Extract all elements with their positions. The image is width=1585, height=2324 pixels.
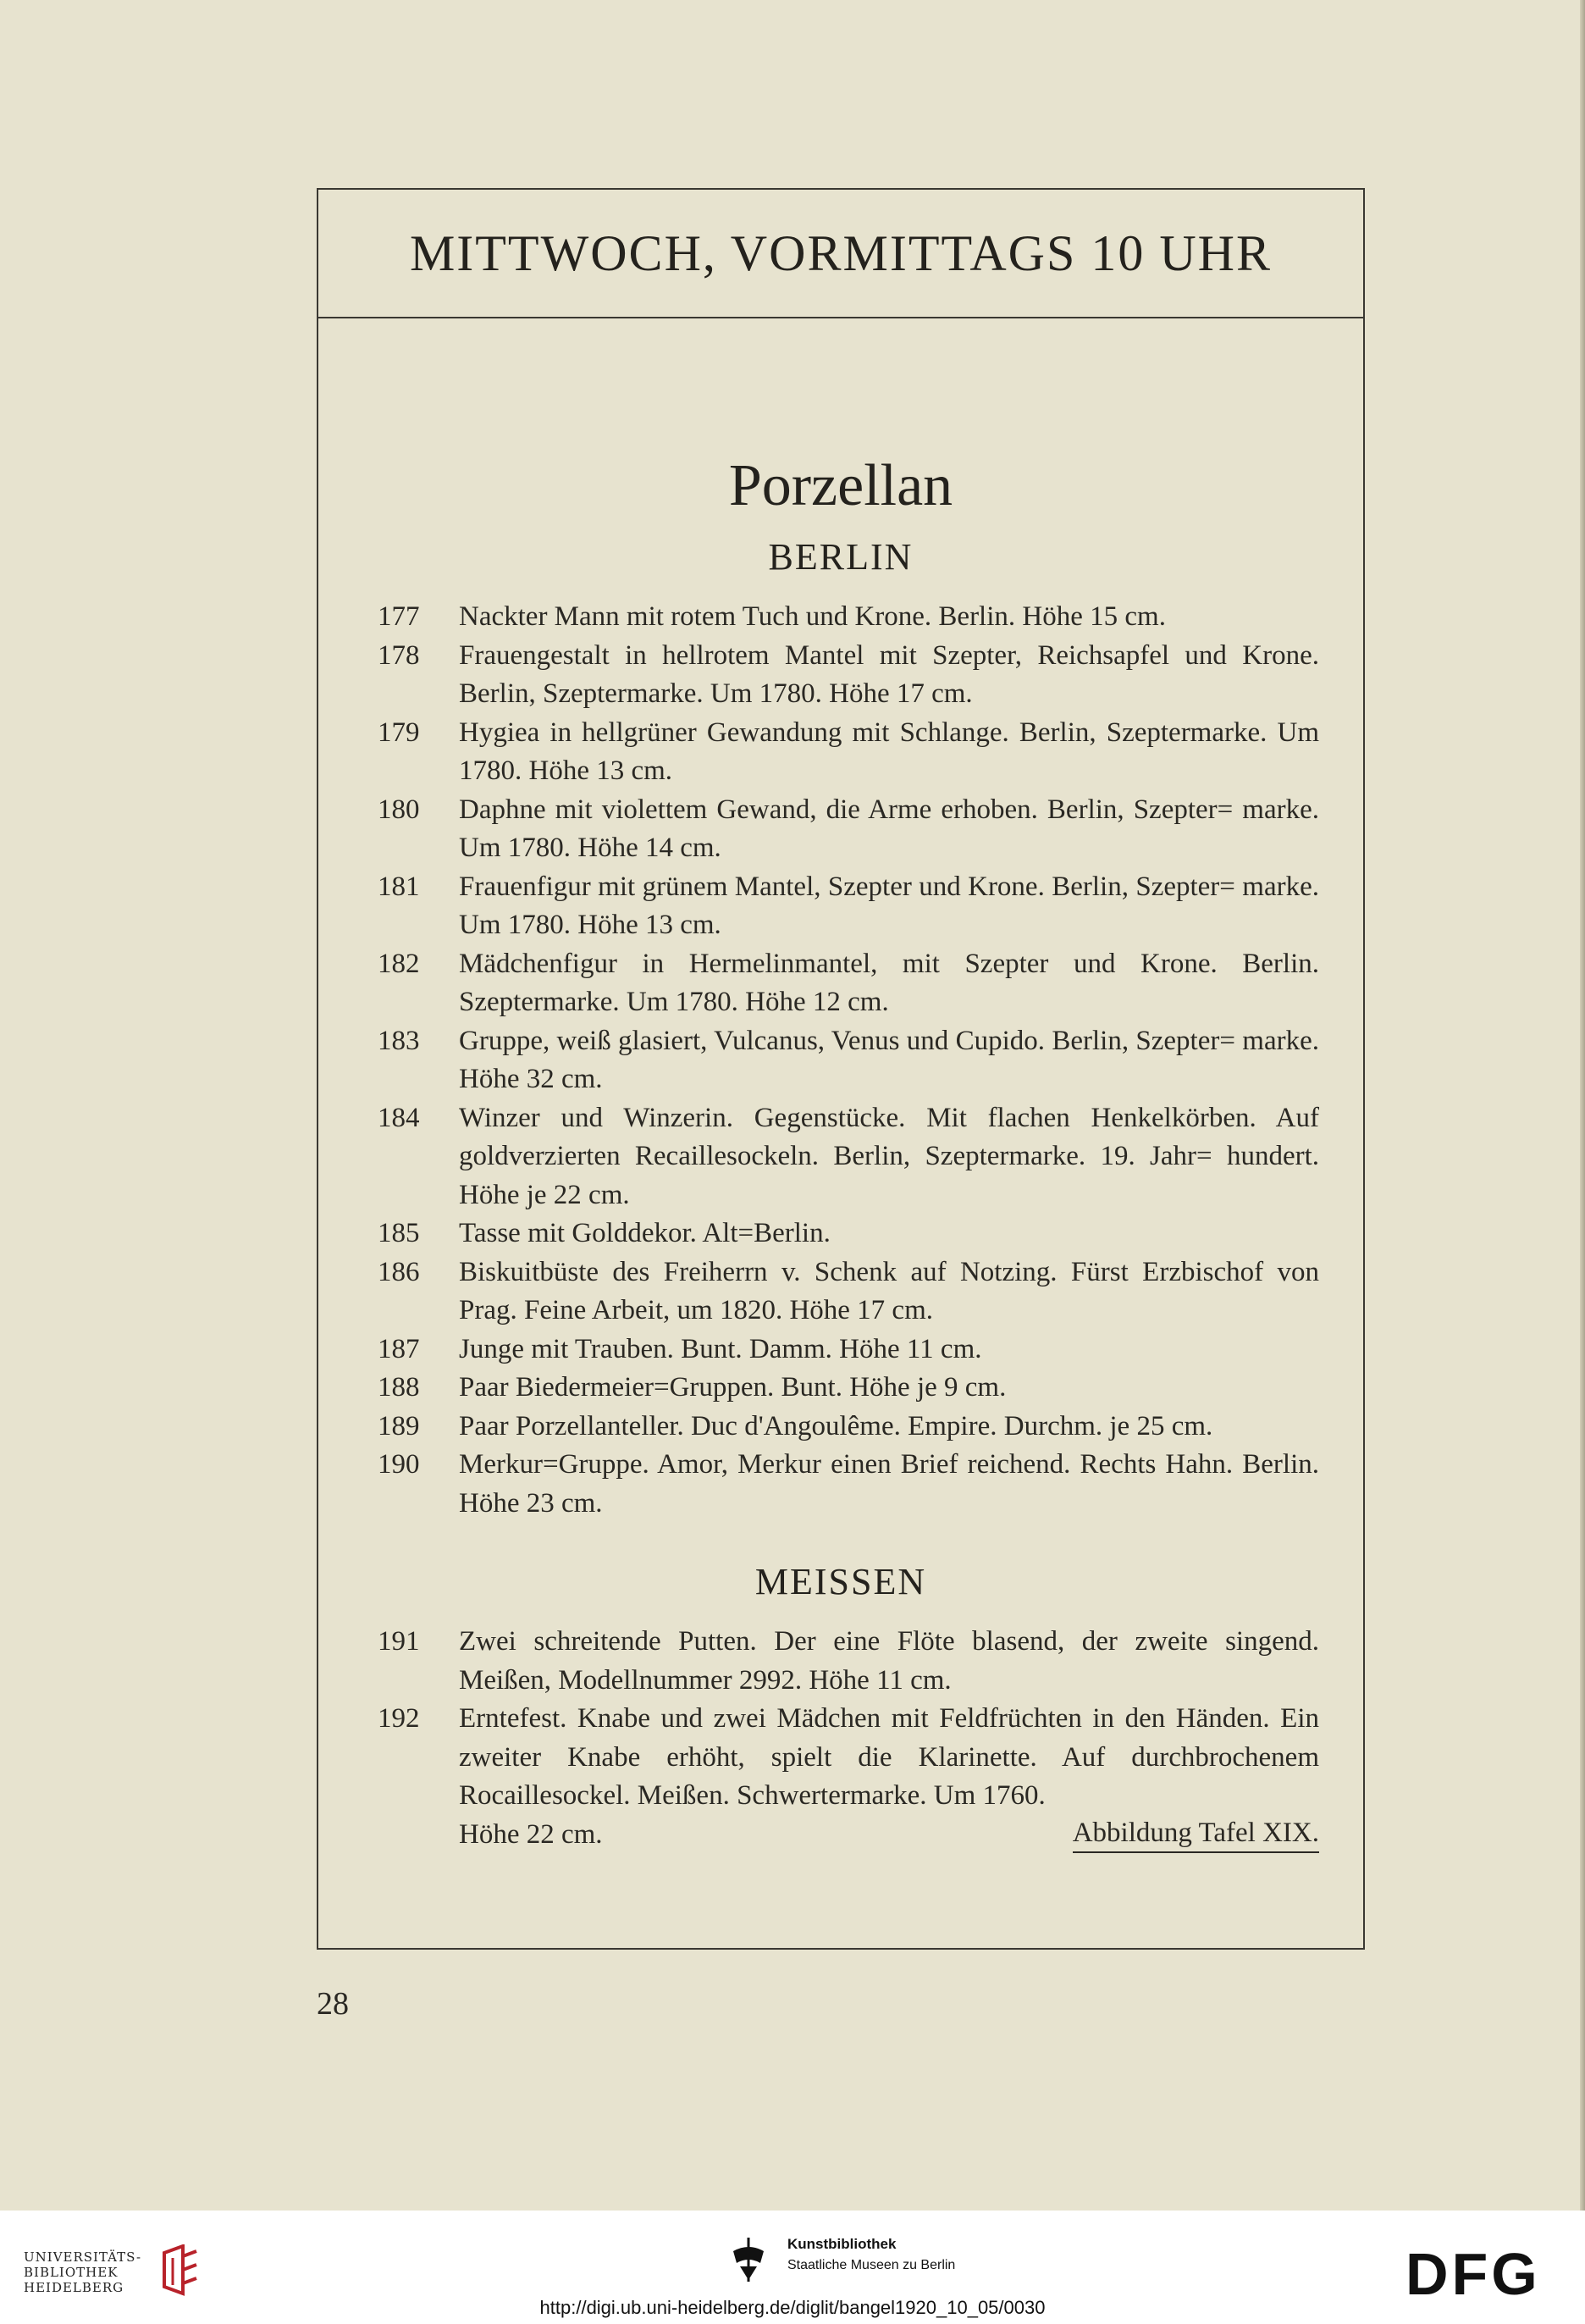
catalog-entry	[378, 1022, 1319, 1099]
catalog-entry	[378, 1215, 1319, 1253]
lot-description: Mädchenfigur in Hermelinmantel, mit Szepter und Krone. Berlin. Szeptermarke. Um 1780. Höhe 12 cm.	[459, 948, 1319, 1017]
lot-description: Hygiea in hellgrüner Gewandung mit Schlange. Berlin, Szeptermarke. Um 1780. Höhe 13 cm.	[459, 717, 1319, 786]
lot-description: Junge mit Trauben. Bunt. Damm. Höhe 11 cm.	[459, 1333, 982, 1364]
lot-description: Paar Biedermeier=Gruppen. Bunt. Höhe je 9 cm.	[459, 1372, 1007, 1403]
lot-description: Merkur=Gruppe. Amor, Merkur einen Brief reichend. Rechts Hahn. Berlin. Höhe 23 cm.	[459, 1449, 1319, 1519]
lot-number: 180	[378, 794, 420, 825]
ub-line-2: BIBLIOTHEK	[24, 2265, 119, 2280]
lot-number: 177	[378, 601, 420, 632]
lot-description: Winzer und Winzerin. Gegenstücke. Mit flachen Henkelkörben. Auf goldverzierten Recaillesockeln. Berlin, Szeptermarke. 19. Jahr= hundert. Höhe je 22 cm.	[459, 1102, 1319, 1210]
catalog-entry	[378, 1408, 1319, 1447]
lot-description-block	[459, 1700, 1319, 1854]
lot-dimensions: Höhe 22 cm.	[459, 1818, 603, 1850]
lot-description: Frauenfigur mit grünem Mantel, Szepter und Krone. Berlin, Szepter= marke. Um 1780. Höhe 13 cm.	[459, 871, 1319, 940]
lot-description: Biskuitbüste des Freiherrn v. Schenk auf Notzing. Fürst Erzbischof von Prag. Feine Arbeit, um 1820. Höhe 17 cm.	[459, 1256, 1319, 1325]
plate-reference: Abbildung Tafel XIX.	[1073, 1816, 1319, 1853]
museum-name: Kunstbibliothek	[787, 2236, 897, 2252]
lot-description: Frauengestalt in hellrotem Mantel mit Szepter, Reichsapfel und Krone. Berlin, Szeptermarke. Um 1780. Höhe 17 cm.	[459, 639, 1319, 709]
catalog-entry	[378, 598, 1319, 637]
catalog-entry	[378, 868, 1319, 945]
museum-subtitle: Staatliche Museen zu Berlin	[787, 2258, 956, 2272]
meissen-entry-list	[378, 1623, 1319, 1854]
subsection-title-berlin: BERLIN	[768, 536, 914, 578]
catalog-entry	[378, 714, 1319, 791]
catalog-entry	[378, 1099, 1319, 1215]
catalog-entry	[378, 1446, 1319, 1523]
lot-number: 182	[378, 948, 420, 979]
lot-number: 192	[378, 1703, 420, 1734]
lot-description: Gruppe, weiß glasiert, Vulcanus, Venus und Cupido. Berlin, Szepter= marke. Höhe 32 cm.	[459, 1025, 1319, 1094]
kunstbibliothek-eagle-icon	[726, 2234, 770, 2285]
lot-number: 190	[378, 1449, 420, 1480]
lot-number: 181	[378, 871, 420, 902]
source-url[interactable]: http://digi.ub.uni-heidelberg.de/diglit/bangel1920_10_05/0030	[539, 2297, 1046, 2318]
ub-heidelberg-name	[24, 2249, 141, 2295]
ub-heidelberg-emblem-icon	[161, 2244, 200, 2299]
catalog-entry	[378, 1700, 1319, 1854]
lot-number: 183	[378, 1025, 420, 1056]
lot-number: 189	[378, 1410, 420, 1441]
lot-number: 179	[378, 717, 420, 748]
day-heading: MITTWOCH, VORMITTAGS 10 UHR	[409, 224, 1273, 281]
catalog-entry	[378, 1369, 1319, 1408]
catalog-frame	[317, 188, 1365, 1950]
lot-last-line	[459, 1816, 1319, 1855]
catalog-entry	[378, 945, 1319, 1022]
lot-number: 187	[378, 1333, 420, 1364]
lot-number: 191	[378, 1626, 420, 1657]
lot-number: 185	[378, 1218, 420, 1248]
subsection-title-meissen: MEISSEN	[754, 1561, 927, 1602]
heading-box	[318, 190, 1363, 318]
lot-number: 178	[378, 639, 420, 671]
lot-description: Erntefest. Knabe und zwei Mädchen mit Feldfrüchten in den Händen. Ein zweiter Knabe erhöht, spielt die Klarinette. Auf durchbrochenem Rocaillesockel. Meißen. Schwertermarke. Um 1760.	[459, 1703, 1319, 1811]
catalog-entry	[378, 1331, 1319, 1370]
catalog-entry	[378, 791, 1319, 868]
section-title: Porzellan	[728, 453, 953, 518]
page-edge-shadow	[1580, 0, 1585, 2211]
lot-number: 188	[378, 1372, 420, 1403]
lot-number: 186	[378, 1256, 420, 1287]
ub-heidelberg-logo	[24, 2244, 193, 2299]
lot-description: Zwei schreitende Putten. Der eine Flöte blasend, der zweite singend. Meißen, Modellnummer 2992. Höhe 11 cm.	[459, 1626, 1319, 1696]
lot-description: Daphne mit violettem Gewand, die Arme erhoben. Berlin, Szepter= marke. Um 1780. Höhe 14 cm.	[459, 794, 1319, 863]
lot-number: 184	[378, 1102, 420, 1133]
dfg-logo: DFG	[1406, 2241, 1541, 2307]
catalog-entry	[378, 637, 1319, 714]
ub-line-3: HEIDELBERG	[24, 2280, 124, 2295]
ub-line-1: UNIVERSITÄTS-	[24, 2249, 142, 2265]
lot-description: Nackter Mann mit rotem Tuch und Krone. Berlin. Höhe 15 cm.	[459, 601, 1166, 632]
catalog-entry	[378, 1623, 1319, 1700]
berlin-entry-list	[378, 598, 1319, 1523]
lot-description: Paar Porzellanteller. Duc d'Angoulême. Empire. Durchm. je 25 cm.	[459, 1410, 1213, 1441]
lot-description: Tasse mit Golddekor. Alt=Berlin.	[459, 1218, 831, 1248]
catalog-entry	[378, 1253, 1319, 1331]
page-number: 28	[317, 1986, 349, 2022]
